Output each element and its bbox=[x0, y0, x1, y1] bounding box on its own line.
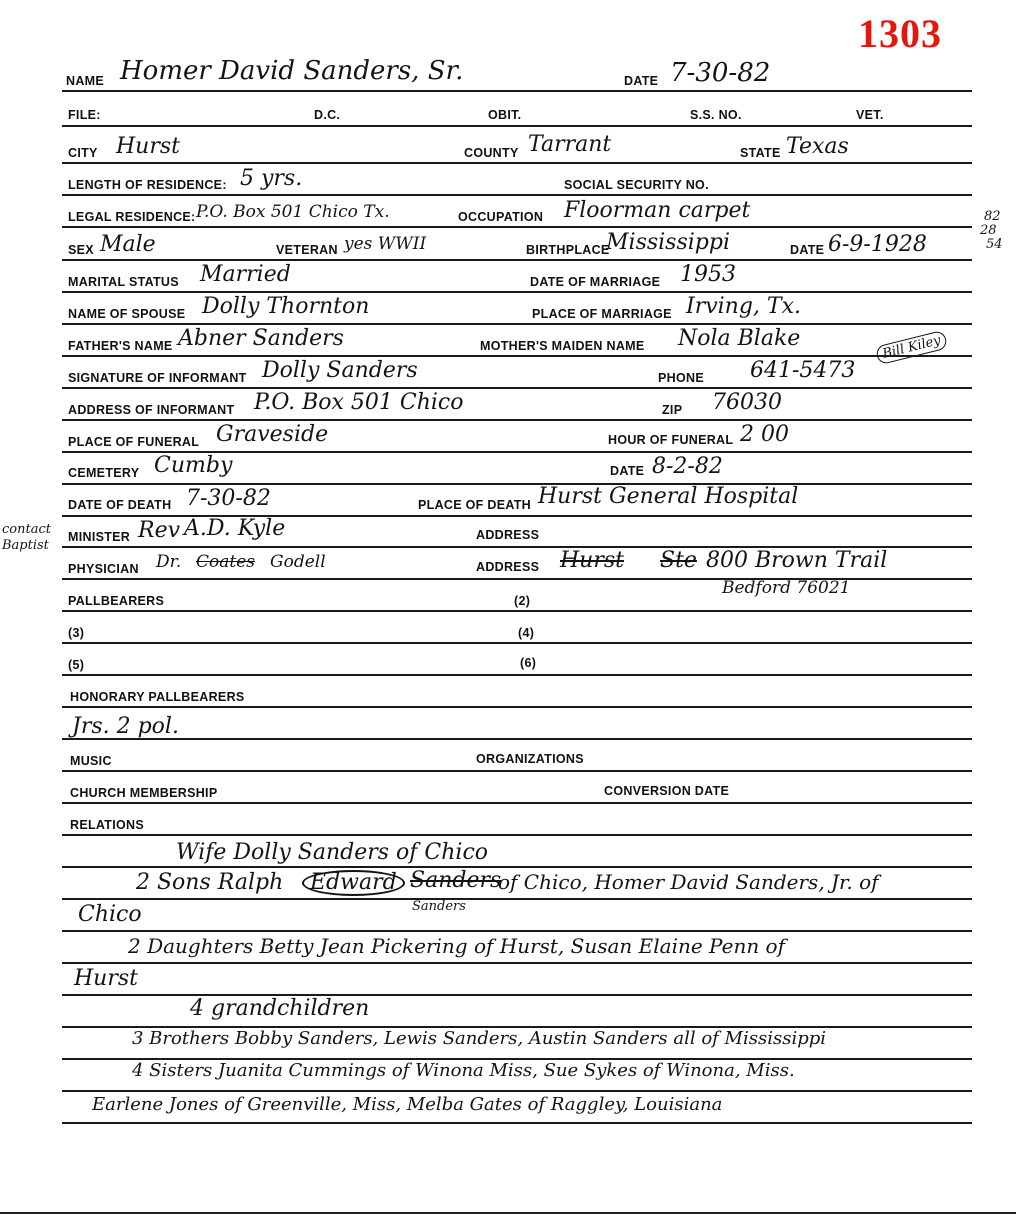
label-minister: MINISTER bbox=[68, 530, 131, 544]
value-name: Homer David Sanders, Sr. bbox=[120, 56, 464, 86]
relations-line-2-struck: Sanders bbox=[410, 868, 502, 893]
rule-pallbearers-1 bbox=[62, 610, 972, 612]
label-conversion-date: CONVERSION DATE bbox=[604, 784, 730, 798]
label-name: NAME bbox=[66, 74, 105, 88]
relations-line-4: 2 Daughters Betty Jean Pickering of Hurst, Susan Elaine Penn of bbox=[128, 934, 786, 958]
label-birth-date: DATE bbox=[790, 243, 825, 257]
value-sex: Male bbox=[100, 232, 156, 257]
value-physician-address-struck1: Hurst bbox=[560, 548, 625, 573]
value-address-of-informant: P.O. Box 501 Chico bbox=[254, 390, 464, 415]
relations-line-3: Chico bbox=[78, 902, 142, 927]
relations-line-9: Earlene Jones of Greenville, Miss, Melba Gates of Raggley, Louisiana bbox=[92, 1094, 723, 1115]
label-birthplace: BIRTHPLACE bbox=[526, 243, 610, 257]
value-mother-note: Bill Kiley bbox=[875, 330, 949, 366]
value-mothers-maiden-name: Nola Blake bbox=[678, 326, 801, 351]
label-file: FILE: bbox=[68, 108, 101, 122]
value-veteran: yes WWII bbox=[344, 234, 427, 254]
label-date: DATE bbox=[624, 74, 659, 88]
value-city: Hurst bbox=[116, 134, 181, 159]
rule-relations-9 bbox=[62, 1122, 972, 1124]
value-marital-status: Married bbox=[200, 262, 291, 287]
label-pallbearer-4: (4) bbox=[518, 626, 535, 640]
value-physician: Godell bbox=[270, 552, 326, 572]
value-fathers-name: Abner Sanders bbox=[178, 326, 344, 351]
label-occupation: OCCUPATION bbox=[458, 210, 544, 224]
value-minister-prefix: Rev bbox=[138, 518, 181, 543]
rule-marital bbox=[62, 291, 972, 293]
relations-line-7: 3 Brothers Bobby Sanders, Lewis Sanders, Austin Sanders all of Mississippi bbox=[132, 1028, 827, 1049]
relations-line-2-circled: Edward bbox=[302, 870, 405, 896]
label-organizations: ORGANIZATIONS bbox=[476, 752, 584, 766]
value-state: Texas bbox=[786, 134, 849, 159]
rule-relations-3 bbox=[62, 930, 972, 932]
value-cemetery: Cumby bbox=[154, 453, 233, 478]
label-cemetery-date: DATE bbox=[610, 464, 645, 478]
label-name-of-spouse: NAME OF SPOUSE bbox=[68, 307, 186, 321]
label-state: STATE bbox=[740, 146, 781, 160]
value-birth-date: 6-9-1928 bbox=[828, 232, 927, 257]
value-legal-residence: P.O. Box 501 Chico Tx. bbox=[196, 202, 390, 222]
rule-relations-4 bbox=[62, 962, 972, 964]
relations-line-2a: 2 Sons Ralph bbox=[136, 870, 284, 895]
value-signature-of-informant: Dolly Sanders bbox=[262, 358, 418, 383]
label-pallbearer-2: (2) bbox=[514, 594, 531, 608]
label-length-of-residence: LENGTH OF RESIDENCE: bbox=[68, 178, 227, 192]
rule-relations-1 bbox=[62, 866, 972, 868]
label-church-membership: CHURCH MEMBERSHIP bbox=[70, 786, 218, 800]
label-county: COUNTY bbox=[464, 146, 519, 160]
value-date-of-marriage: 1953 bbox=[680, 262, 736, 287]
rule-relations-8 bbox=[62, 1090, 972, 1092]
value-physician-address: 800 Brown Trail bbox=[706, 548, 888, 573]
record-number: 1303 bbox=[858, 11, 942, 56]
value-name-of-spouse: Dolly Thornton bbox=[202, 294, 370, 319]
value-physician-struck: Coates bbox=[196, 552, 255, 572]
value-zip: 76030 bbox=[712, 390, 782, 415]
label-physician: PHYSICIAN bbox=[68, 562, 139, 576]
rule-relations-0 bbox=[62, 834, 972, 836]
label-social-security-no: SOCIAL SECURITY NO. bbox=[564, 178, 709, 192]
label-ssno: S.S. NO. bbox=[690, 108, 742, 122]
rule-spouse bbox=[62, 323, 972, 325]
rule-city bbox=[62, 162, 972, 164]
value-date: 7-30-82 bbox=[670, 58, 771, 88]
rule-cemetery bbox=[62, 483, 972, 485]
relations-line-6: 4 grandchildren bbox=[190, 996, 370, 1021]
rule-pallbearers-3 bbox=[62, 674, 972, 676]
value-cemetery-date: 8-2-82 bbox=[652, 454, 723, 479]
rule-father bbox=[62, 355, 972, 357]
value-place-of-funeral: Graveside bbox=[216, 422, 329, 447]
relations-line-2b: of Chico, Homer David Sanders, Jr. of bbox=[498, 870, 879, 894]
label-physician-address: ADDRESS bbox=[476, 560, 540, 574]
label-date-of-death: DATE OF DEATH bbox=[68, 498, 172, 512]
label-pallbearer-6: (6) bbox=[520, 656, 537, 670]
value-birthplace: Mississippi bbox=[606, 230, 730, 255]
label-place-of-death: PLACE OF DEATH bbox=[418, 498, 531, 512]
label-relations: RELATIONS bbox=[70, 818, 144, 832]
label-music: MUSIC bbox=[70, 754, 112, 768]
value-hour-of-funeral: 2 00 bbox=[740, 422, 789, 447]
rule-sex bbox=[62, 259, 972, 261]
label-legal-residence: LEGAL RESIDENCE: bbox=[68, 210, 196, 224]
value-county: Tarrant bbox=[528, 132, 612, 157]
value-date-of-death: 7-30-82 bbox=[186, 486, 271, 511]
margin-calc-1: 82 bbox=[984, 209, 1001, 224]
rule-honorary bbox=[62, 706, 972, 708]
rule-signature bbox=[62, 387, 972, 389]
label-place-of-marriage: PLACE OF MARRIAGE bbox=[532, 307, 672, 321]
label-marital-status: MARITAL STATUS bbox=[68, 275, 179, 289]
label-dc: D.C. bbox=[314, 108, 341, 122]
value-physician-address-struck2: Ste bbox=[660, 548, 697, 573]
rule-honorary-2 bbox=[62, 738, 972, 740]
rule-relations-2 bbox=[62, 898, 972, 900]
label-vet: VET. bbox=[856, 108, 884, 122]
value-physician-address-line2: Bedford 76021 bbox=[722, 578, 851, 598]
rule-address bbox=[62, 419, 972, 421]
rule-music bbox=[62, 770, 972, 772]
rule-pallbearers-2 bbox=[62, 642, 972, 644]
rule-legal bbox=[62, 226, 972, 228]
value-place-of-marriage: Irving, Tx. bbox=[686, 294, 801, 319]
label-phone: PHONE bbox=[658, 371, 704, 385]
label-signature-of-informant: SIGNATURE OF INFORMANT bbox=[68, 371, 247, 385]
minister-margin-note: contact Baptist bbox=[2, 522, 51, 553]
label-veteran: VETERAN bbox=[276, 243, 338, 257]
relations-line-8: 4 Sisters Juanita Cummings of Winona Miss, Sue Sykes of Winona, Miss. bbox=[132, 1060, 795, 1081]
label-sex: SEX bbox=[68, 243, 94, 257]
value-phone: 641-5473 bbox=[750, 358, 856, 383]
value-honorary-pallbearers: Jrs. 2 pol. bbox=[72, 714, 179, 739]
rule-name bbox=[62, 90, 972, 92]
label-zip: ZIP bbox=[662, 403, 683, 417]
rule-file bbox=[62, 125, 972, 127]
label-obit: OBIT. bbox=[488, 108, 522, 122]
page-bottom-edge bbox=[0, 1212, 1016, 1214]
label-date-of-marriage: DATE OF MARRIAGE bbox=[530, 275, 661, 289]
relations-line-1: Wife Dolly Sanders of Chico bbox=[176, 840, 489, 865]
label-place-of-funeral: PLACE OF FUNERAL bbox=[68, 435, 200, 449]
value-occupation: Floorman carpet bbox=[564, 198, 751, 223]
margin-calc-2: 28 bbox=[980, 223, 997, 238]
value-minister: A.D. Kyle bbox=[184, 516, 286, 541]
label-city: CITY bbox=[68, 146, 98, 160]
label-honorary-pallbearers: HONORARY PALLBEARERS bbox=[70, 690, 245, 704]
label-minister-address: ADDRESS bbox=[476, 528, 540, 542]
label-pallbearer-5: (5) bbox=[68, 658, 85, 672]
label-mothers-maiden-name: MOTHER'S MAIDEN NAME bbox=[480, 339, 645, 353]
label-pallbearers: PALLBEARERS bbox=[68, 594, 165, 608]
label-hour-of-funeral: HOUR OF FUNERAL bbox=[608, 433, 734, 447]
rule-residence bbox=[62, 194, 972, 196]
rule-church bbox=[62, 802, 972, 804]
label-cemetery: CEMETERY bbox=[68, 466, 140, 480]
margin-calc-3: 54 bbox=[986, 237, 1003, 252]
relations-line-2-inserted: Sanders bbox=[412, 899, 466, 914]
label-pallbearer-3: (3) bbox=[68, 626, 85, 640]
label-fathers-name: FATHER'S NAME bbox=[68, 339, 173, 353]
value-physician-prefix: Dr. bbox=[156, 552, 182, 572]
relations-line-5: Hurst bbox=[74, 966, 139, 991]
value-length-of-residence: 5 yrs. bbox=[240, 166, 303, 191]
label-address-of-informant: ADDRESS OF INFORMANT bbox=[68, 403, 235, 417]
value-place-of-death: Hurst General Hospital bbox=[538, 484, 799, 509]
